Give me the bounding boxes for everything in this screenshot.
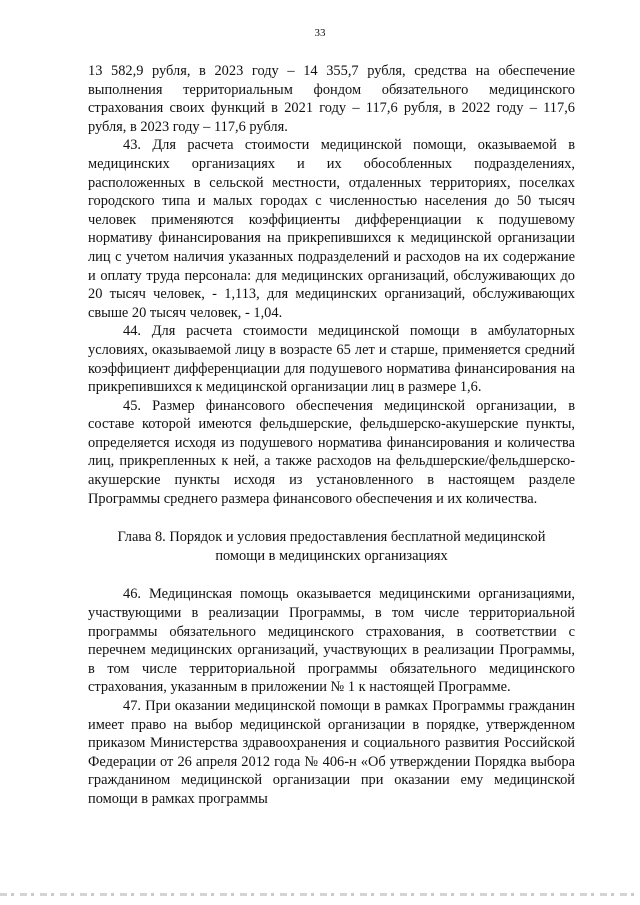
paragraph-47: 47. При оказании медицинской помощи в рамках Программы гражданин имеет право на выбор медицинской организации в порядке, утвержденном приказом Министерства здравоохранения и социального развития Российской Федерации от 26 апреля 2012 года № 406-н «Об утверждении Порядка выбора гражданином медицинской организации при оказании ему медицинской помощи в рамках программы	[88, 698, 575, 807]
document-body	[88, 62, 575, 809]
paragraph-continuation: 13 582,9 рубля, в 2023 году – 14 355,7 рубля, средства на обеспечение выполнения территориальным фондом обязательного медицинского страхования своих функций в 2021 году – 117,6 рубля, в 2022 году – 117,6 рубля, в 2023 году – 117,6 рубля.	[88, 63, 575, 135]
chapter-heading	[88, 528, 575, 565]
paragraph-43: 43. Для расчета стоимости медицинской помощи, оказываемой в медицинских организациях и их обособленных подразделениях, расположенных в сельской местности, отдаленных территориях, поселках городского типа и малых городах с численностью населения до 50 тысяч человек применяются коэффициенты дифференциации к подушевому нормативу финансирования на прикрепившихся к медицинской организации лиц с учетом наличия указанных подразделений и расходов на их содержание и оплату труда персонала: для медицинских организаций, обслуживающих до 20 тысяч человек, - 1,113, для медицинских организаций, обслуживающих свыше 20 тысяч человек, - 1,04.	[88, 137, 575, 321]
page-number: 33	[314, 27, 326, 39]
chapter-heading-line-1: Глава 8. Порядок и условия предоставления бесплатной медицинской	[117, 529, 546, 546]
paragraph-45: 45. Размер финансового обеспечения медицинской организации, в составе которой имеются фельдшерские, фельдшерско-акушерские пункты, определяется исходя из подушевого норматива финансирования и количества лиц, прикрепленных к ней, а также расходов на фельдшерские/фельдшерско-акушерские пункты исходя из установленного в настоящем разделе Программы среднего размера финансового обеспечения и их количества.	[88, 397, 575, 507]
paragraph-46: 46. Медицинская помощь оказывается медицинскими организациями, участвующими в реализации Программы, в том числе территориальной программы обязательного медицинского страхования, в соответствии с перечнем медицинских организаций, участвующих в реализации Программы, в том числе территориальной программы обязательного медицинского страхования, указанным в приложении № 1 к настоящей Программе.	[88, 586, 575, 696]
scan-edge-artifact	[0, 893, 640, 896]
chapter-heading-line-2: помощи в медицинских организациях	[215, 547, 448, 564]
paragraph-44: 44. Для расчета стоимости медицинской помощи в амбулаторных условиях, оказываемой лицу в возрасте 65 лет и старше, применяется средний коэффициент дифференциации для подушевого норматива финансирования на прикрепившихся к медицинской организации лиц в размере 1,6.	[88, 323, 575, 396]
